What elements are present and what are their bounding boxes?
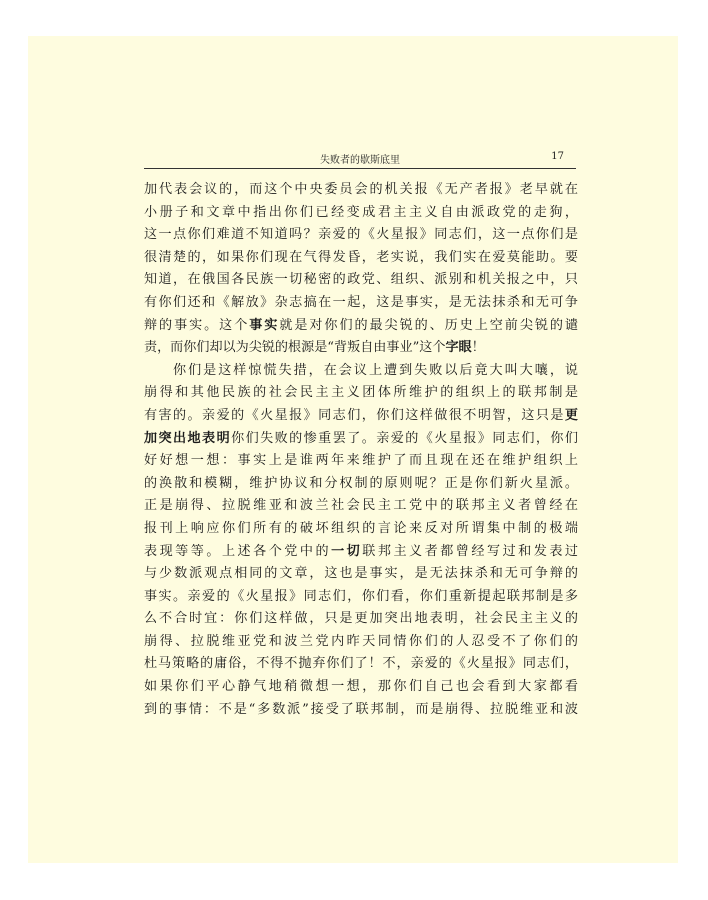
text-line: 辩的事实。这个事实就是对你们的最尖锐的、历史上空前尖锐的谴 xyxy=(144,317,579,333)
text-line: 么不合时宜：你们这样做，只是更加突出地表明，社会民主主义的 xyxy=(144,611,578,627)
emphasis: 事实 xyxy=(249,317,280,333)
running-title: 失败者的歇斯底里 xyxy=(320,155,400,166)
text-line: 加突出地表明你们失败的惨重罢了。亲爱的《火星报》同志们，你们 xyxy=(144,430,579,446)
text-line: 报刊上响应你们所有的破坏组织的言论来反对所谓集中制的极端 xyxy=(144,520,578,536)
text-line: 表现等等。上述各个党中的一切联邦主义者都曾经写过和发表过 xyxy=(144,543,579,559)
text-line: 如果你们平心静气地稍微想一想，那你们自己也会看到大家都看 xyxy=(144,679,578,695)
text-line: 责，而你们却以为尖锐的根源是“背叛自由事业”这个字眼！ xyxy=(144,340,485,356)
text-line: 好好想一想：事实上是谁两年来维护了而且现在还在维护组织上 xyxy=(144,453,578,469)
text-line: 有害的。亲爱的《火星报》同志们，你们这样做很不明智，这只是更 xyxy=(144,407,578,423)
text-line: 很清楚的，如果你们现在气得发昏，老实说，我们实在爱莫能助。要 xyxy=(144,249,578,265)
text-line: 有你们还和《解放》杂志搞在一起，这是事实，是无法抹杀和无可争 xyxy=(144,294,578,310)
page-number: 17 xyxy=(551,151,564,162)
text-line: 正是崩得、拉脱维亚和波兰社会民主工党中的联邦主义者曾经在 xyxy=(144,498,578,514)
emphasis: 字眼 xyxy=(445,340,472,356)
text-line: 这一点你们难道不知道吗？亲爱的《火星报》同志们，这一点你们是 xyxy=(144,227,578,243)
text-line: 崩得、拉脱维亚党和波兰党内昨天同情你们的人忍受不了你们的 xyxy=(144,633,578,649)
text-line: 知道，在俄国各民族一切秘密的政党、组织、派别和机关报之中，只 xyxy=(144,272,578,288)
text-line: 崩得和其他民族的社会民主主义团体所维护的组织上的联邦制是 xyxy=(144,385,578,401)
text-line: 你们是这样惊慌失措，在会议上遭到失败以后竟大叫大嚷，说 xyxy=(173,362,578,378)
text-line: 事实。亲爱的《火星报》同志们，你们看，你们重新提起联邦制是多 xyxy=(144,588,578,604)
text-line: 小册子和文章中指出你们已经变成君主主义自由派政党的走狗， xyxy=(144,204,578,220)
text-line: 杜马策略的庸俗，不得不抛弃你们了！不，亲爱的《火星报》同志们， xyxy=(144,656,578,672)
running-head xyxy=(144,150,576,169)
text-line: 到的事情：不是“多数派”接受了联邦制，而是崩得、拉脱维亚和波 xyxy=(144,701,578,717)
emphasis: 加突出地表明 xyxy=(144,430,232,446)
emphasis: 更 xyxy=(564,407,578,423)
emphasis: 一切 xyxy=(331,543,363,559)
text-line: 加代表会议的，而这个中央委员会的机关报《无产者报》老早就在 xyxy=(144,182,578,197)
text-line: 的涣散和模糊，维护协议和分权制的原则呢？正是你们新火星派。 xyxy=(144,475,578,491)
body-text xyxy=(144,179,578,721)
text-line: 与少数派观点相同的文章，这也是事实，是无法抹杀和无可争辩的 xyxy=(144,566,578,582)
